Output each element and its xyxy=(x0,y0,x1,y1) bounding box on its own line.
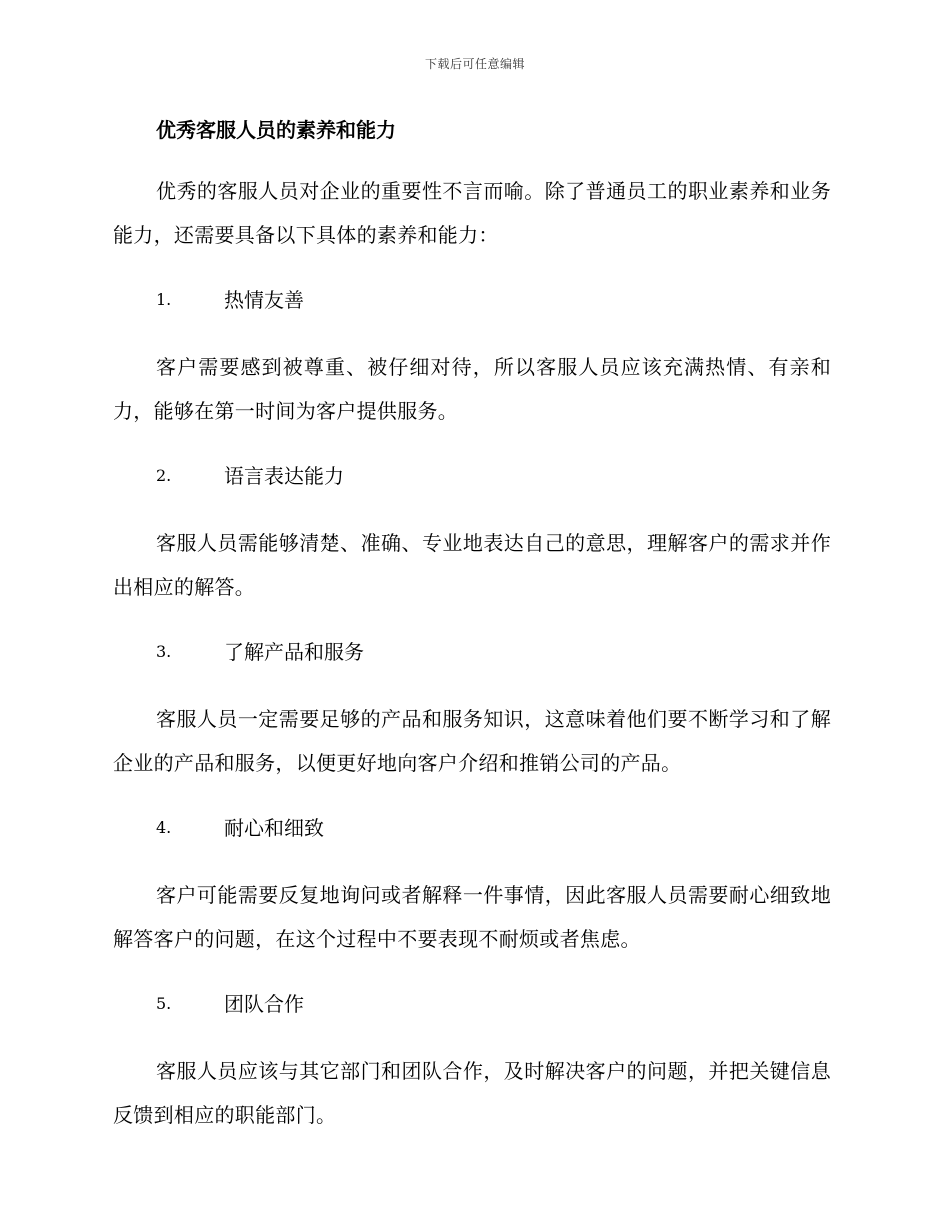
header-note: 下载后可任意编辑 xyxy=(424,57,525,71)
item-heading-5 xyxy=(113,982,831,1026)
item-number: 3. xyxy=(156,642,172,661)
item-number: 5. xyxy=(156,994,172,1013)
item-paragraph-4: 客户可能需要反复地询问或者解释一件事情，因此客服人员需要耐心细致地解答客户的问题，在这个过程中不要表现不耐烦或者焦虑。 xyxy=(113,883,831,951)
item-number: 1. xyxy=(156,290,172,309)
intro-paragraph: 优秀的客服人员对企业的重要性不言而喻。除了普通员工的职业素养和业务能力，还需要具备以下具体的素养和能力： xyxy=(113,179,831,247)
item-label: 语言表达能力 xyxy=(224,464,344,488)
item-label: 了解产品和服务 xyxy=(224,640,364,664)
item-number: 4. xyxy=(156,818,172,837)
item-paragraph-2: 客服人员需能够清楚、准确、专业地表达自己的意思，理解客户的需求并作出相应的解答。 xyxy=(113,531,831,599)
item-paragraph-1: 客户需要感到被尊重、被仔细对待，所以客服人员应该充满热情、有亲和力，能够在第一时间为客户提供服务。 xyxy=(113,355,831,423)
document-body xyxy=(113,114,831,1137)
item-label: 团队合作 xyxy=(224,992,304,1016)
document-title: 优秀客服人员的素养和能力 xyxy=(156,118,396,142)
item-heading-4 xyxy=(113,806,831,850)
item-heading-2 xyxy=(113,454,831,498)
item-heading-1 xyxy=(113,278,831,322)
item-paragraph-5: 客服人员应该与其它部门和团队合作，及时解决客户的问题，并把关键信息反馈到相应的职能部门。 xyxy=(113,1059,831,1127)
item-label: 热情友善 xyxy=(224,288,304,312)
item-heading-3 xyxy=(113,630,831,674)
item-paragraph-3: 客服人员一定需要足够的产品和服务知识，这意味着他们要不断学习和了解企业的产品和服务，以便更好地向客户介绍和推销公司的产品。 xyxy=(113,707,831,775)
item-number: 2. xyxy=(156,466,172,485)
item-label: 耐心和细致 xyxy=(224,816,324,840)
